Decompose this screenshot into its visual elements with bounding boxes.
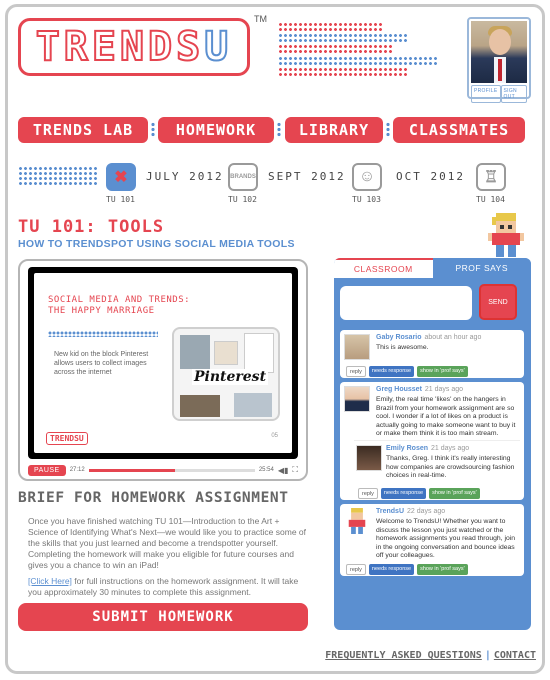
header-dots-blue-1 xyxy=(278,33,408,43)
reply-button[interactable]: reply xyxy=(346,564,366,575)
post-author[interactable]: TrendsU xyxy=(376,508,405,515)
avatar[interactable] xyxy=(471,21,527,83)
chat-input[interactable] xyxy=(340,286,472,320)
sign-out-button[interactable]: SIGN OUT xyxy=(501,85,528,103)
post-message: Welcome to TrendsU! Whether you want to discuss the lesson you just watched or the homework assignments you read through, join in the ongoing conversation and bounce ideas off your colleagues. xyxy=(376,518,516,560)
nested-reply xyxy=(354,440,520,486)
show-in-prof-says-button[interactable]: show in 'prof says' xyxy=(417,564,468,575)
trendsu-logo[interactable] xyxy=(18,18,250,76)
tab-classroom[interactable]: CLASSROOM xyxy=(334,258,433,278)
course-title: TU 101: TOOLS xyxy=(18,217,165,237)
header-dots-red-2 xyxy=(278,44,393,54)
timeline-date-july: JULY 2012 xyxy=(146,170,224,183)
volume-icon[interactable]: ◀▮ xyxy=(277,465,289,475)
needs-response-button[interactable]: needs response xyxy=(369,564,414,575)
video-controls xyxy=(28,463,298,477)
brief-body: Once you have finished watching TU 101—Introduction to the Art + Science of Identifying What's Next—we would like you to practice some of the skills that you just learned and become a trendspotter yourself. Completing the homework will make you eligible for future courses and gives you a chance to win an iPad! xyxy=(28,516,307,570)
needs-response-button[interactable]: needs response xyxy=(369,366,414,377)
header-dots-red-1 xyxy=(278,22,383,32)
contact-link[interactable]: CONTACT xyxy=(493,650,536,661)
pinterest-logo: Pinterest xyxy=(194,369,267,385)
show-in-prof-says-button[interactable]: show in 'prof says' xyxy=(417,366,468,377)
progress-fill xyxy=(89,469,175,472)
chat-post xyxy=(340,330,524,378)
tab-prof-says[interactable]: PROF SAYS xyxy=(433,258,532,278)
avatar xyxy=(344,334,370,360)
timeline-code-tu104: TU 104 xyxy=(476,195,505,204)
course-subtitle: HOW TO TRENDSPOT USING SOCIAL MEDIA TOOLS xyxy=(18,238,295,250)
pixel-mascot-icon xyxy=(488,213,524,257)
brief-title: BRIEF FOR HOMEWORK ASSIGNMENT xyxy=(18,490,289,506)
nav-separator xyxy=(277,122,281,138)
post-author[interactable]: Emily Rosen xyxy=(386,445,429,452)
video-slide xyxy=(34,273,292,453)
timeline-date-oct: OCT 2012 xyxy=(396,170,465,183)
post-message: Emily, the real time 'likes' on the hangers in Brazil from your homework assignment are so cool. I wonder if a lot of likes on a product is actually going to make someone want to buy it or make them think it is too main stream. xyxy=(376,396,516,438)
post-message: This is awesome. xyxy=(376,344,429,351)
avatar xyxy=(356,445,382,471)
brief-instructions: [Click Here] for full instructions on the homework assignment. It will take you approximately 30 minutes to complete this assignment. xyxy=(28,576,299,597)
chat-post xyxy=(340,382,524,500)
chat-panel xyxy=(334,258,531,630)
timeline-date-sept: SEPT 2012 xyxy=(268,170,346,183)
video-player[interactable] xyxy=(18,259,308,481)
trademark: TM xyxy=(254,14,267,24)
slide-page-number: 05 xyxy=(271,433,278,439)
nav-trends-lab[interactable]: TRENDS LAB xyxy=(18,117,148,143)
duration-time: 25:54 xyxy=(258,467,274,473)
post-time: 21 days ago xyxy=(431,445,470,452)
click-here-link[interactable]: [Click Here] xyxy=(28,576,72,586)
timeline-code-tu102: TU 102 xyxy=(228,195,257,204)
slide-logo: TRENDSU xyxy=(46,432,88,445)
profile-card xyxy=(467,17,531,99)
trendsu-mascot-icon xyxy=(344,508,370,534)
nav-library[interactable]: LIBRARY xyxy=(285,117,383,143)
slide-text: New kid on the block Pinterest allows users to collect images across the internet xyxy=(54,351,149,376)
slide-title: SOCIAL MEDIA AND TRENDS: THE HAPPY MARRIAGE xyxy=(48,295,191,316)
faq-link[interactable]: FREQUENTLY ASKED QUESTIONS xyxy=(325,650,482,661)
reply-button[interactable]: reply xyxy=(358,488,378,499)
header-dots-red-3 xyxy=(278,67,408,77)
timeline-code-tu101: TU 101 xyxy=(106,195,135,204)
video-screen[interactable] xyxy=(28,267,298,459)
profile-button[interactable]: PROFILE xyxy=(471,85,501,103)
tools-icon[interactable]: ✖ xyxy=(106,163,136,191)
elapsed-time: 27:12 xyxy=(69,467,85,473)
send-button[interactable]: SEND xyxy=(479,284,517,320)
post-time: about an hour ago xyxy=(424,334,482,341)
post-message: Thanks, Greg. I think it's really interesting how companies are crowdsourcing fashion choices in real-time. xyxy=(386,455,515,480)
show-in-prof-says-button[interactable]: show in 'prof says' xyxy=(429,488,480,499)
slide-image xyxy=(172,327,280,421)
avatar xyxy=(344,386,370,412)
header-dots-blue-2 xyxy=(278,56,438,66)
submit-homework-button[interactable]: SUBMIT HOMEWORK xyxy=(18,603,308,631)
needs-response-button[interactable]: needs response xyxy=(381,488,426,499)
logo-text: TRENDSU xyxy=(35,24,233,70)
footer-separator: | xyxy=(484,650,491,661)
nav-separator xyxy=(386,122,390,138)
progress-bar[interactable] xyxy=(89,469,255,472)
post-author[interactable]: Gaby Rosario xyxy=(376,334,422,341)
chat-post xyxy=(340,504,524,576)
people-icon[interactable]: ☺ xyxy=(352,163,382,191)
pause-button[interactable]: PAUSE xyxy=(28,465,66,476)
post-time: 22 days ago xyxy=(407,508,446,515)
trophy-icon[interactable]: ♖ xyxy=(476,163,506,191)
footer-links xyxy=(325,650,536,661)
nav-homework[interactable]: HOMEWORK xyxy=(158,117,274,143)
fullscreen-icon[interactable]: ⛶ xyxy=(292,465,298,474)
brands-icon[interactable]: BRANDS xyxy=(228,163,258,191)
post-time: 21 days ago xyxy=(424,386,464,393)
slide-dots xyxy=(48,331,158,337)
timeline-dots xyxy=(18,166,98,186)
nav-separator xyxy=(151,122,155,138)
reply-button[interactable]: reply xyxy=(346,366,366,377)
nav-classmates[interactable]: CLASSMATES xyxy=(393,117,525,143)
timeline-code-tu103: TU 103 xyxy=(352,195,381,204)
post-author[interactable]: Greg Housset xyxy=(376,386,422,393)
